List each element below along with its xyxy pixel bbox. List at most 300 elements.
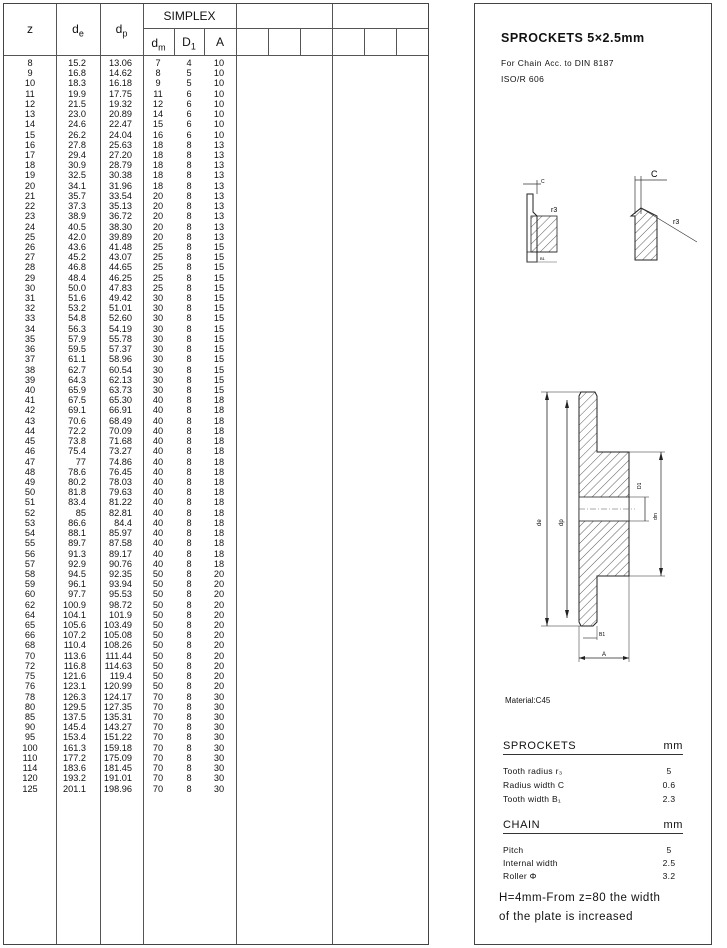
cell-dm: 16 bbox=[152, 129, 164, 140]
table-row bbox=[4, 487, 244, 497]
cell-dp: 71.68 bbox=[109, 436, 132, 447]
cell-dm: 50 bbox=[152, 568, 164, 579]
cell-dm: 70 bbox=[152, 752, 164, 763]
cell-de: 29.4 bbox=[68, 149, 86, 160]
chain-standard bbox=[501, 58, 614, 68]
cell-a: 20 bbox=[213, 599, 225, 610]
cell-dm: 18 bbox=[152, 170, 164, 181]
cell-dp: 31.96 bbox=[109, 180, 132, 191]
cell-dp: 82.81 bbox=[109, 507, 132, 518]
cell-de: 56.3 bbox=[68, 323, 86, 334]
spec-value: 2.3 bbox=[662, 794, 676, 804]
cell-de: 23.0 bbox=[68, 109, 86, 120]
cell-dm: 18 bbox=[152, 149, 164, 160]
cell-dm: 12 bbox=[152, 98, 164, 109]
table-row bbox=[4, 477, 244, 487]
cell-z: 90 bbox=[24, 722, 36, 733]
cell-dp: 55.78 bbox=[109, 333, 132, 344]
cell-z: 40 bbox=[24, 385, 36, 395]
cell-d1: 5 bbox=[186, 78, 192, 89]
cell-dp: 111.44 bbox=[105, 650, 132, 661]
cell-a: 18 bbox=[213, 446, 225, 457]
cell-de: 43.6 bbox=[68, 241, 86, 252]
cell-dm: 50 bbox=[152, 609, 164, 620]
cell-dp: 79.63 bbox=[109, 487, 132, 498]
tooth-profile-large bbox=[631, 169, 697, 260]
cell-de: 177.2 bbox=[63, 752, 86, 763]
cell-d1: 6 bbox=[186, 88, 192, 99]
cell-z: 76 bbox=[24, 681, 36, 692]
cell-dm: 40 bbox=[152, 446, 164, 457]
table-row bbox=[4, 303, 244, 313]
table-row bbox=[4, 640, 244, 650]
cell-z: 13 bbox=[24, 109, 36, 120]
cell-z: 32 bbox=[24, 303, 36, 314]
cell-d1: 8 bbox=[186, 487, 192, 498]
cell-d1: 8 bbox=[186, 139, 192, 150]
cell-dm: 70 bbox=[152, 712, 164, 722]
cell-z: 78 bbox=[24, 691, 36, 702]
cell-de: 75.4 bbox=[68, 446, 86, 457]
cell-dm: 70 bbox=[152, 763, 164, 774]
cell-d1: 6 bbox=[186, 129, 192, 140]
cell-a: 13 bbox=[213, 201, 225, 212]
table-row bbox=[4, 600, 244, 610]
cell-z: 125 bbox=[22, 783, 38, 794]
cell-dm: 30 bbox=[152, 344, 164, 355]
cell-a: 18 bbox=[213, 456, 225, 467]
table-row bbox=[4, 712, 244, 722]
cell-a: 20 bbox=[213, 609, 225, 620]
cell-a: 15 bbox=[213, 272, 225, 283]
cell-de: 64.3 bbox=[68, 374, 86, 385]
cell-de: 32.5 bbox=[68, 170, 86, 181]
spec-label: Internal width bbox=[503, 858, 558, 868]
cell-de: 61.1 bbox=[68, 354, 86, 365]
cell-de: 80.2 bbox=[68, 476, 86, 487]
cell-z: 23 bbox=[24, 211, 36, 222]
cell-dm: 70 bbox=[152, 783, 164, 794]
cell-d1: 8 bbox=[186, 252, 192, 263]
cell-a: 10 bbox=[213, 88, 225, 99]
cell-dp: 108.26 bbox=[103, 640, 132, 651]
table-row bbox=[4, 130, 244, 140]
cell-de: 59.5 bbox=[68, 344, 86, 355]
cell-d1: 8 bbox=[186, 231, 192, 242]
cell-a: 18 bbox=[213, 425, 225, 436]
cell-de: 40.5 bbox=[68, 221, 86, 232]
cell-a: 15 bbox=[213, 323, 225, 334]
cell-a: 30 bbox=[213, 763, 225, 774]
cell-d1: 8 bbox=[186, 650, 192, 661]
cell-z: 9 bbox=[27, 68, 33, 79]
cell-de: 69.1 bbox=[68, 405, 86, 416]
cell-dm: 25 bbox=[152, 252, 164, 263]
table-row bbox=[4, 395, 244, 405]
cell-dm: 20 bbox=[152, 231, 164, 242]
cell-dp: 66.91 bbox=[109, 405, 132, 416]
cell-d1: 8 bbox=[186, 732, 192, 743]
cell-z: 37 bbox=[24, 354, 36, 365]
cell-a: 20 bbox=[213, 620, 225, 631]
cell-d1: 8 bbox=[186, 303, 192, 314]
cell-a: 30 bbox=[213, 742, 225, 753]
table-row bbox=[4, 579, 244, 589]
cell-d1: 8 bbox=[186, 538, 192, 549]
cell-z: 85 bbox=[24, 712, 36, 722]
cell-de: 81.8 bbox=[68, 487, 86, 498]
cell-z: 68 bbox=[24, 640, 36, 651]
cell-a: 10 bbox=[213, 58, 225, 68]
cell-dp: 58.96 bbox=[109, 354, 132, 365]
table-row bbox=[4, 661, 244, 671]
cell-dp: 73.27 bbox=[109, 446, 132, 457]
cell-a: 30 bbox=[213, 712, 225, 722]
header-dp: $d_p$ bbox=[115, 22, 128, 39]
cell-dm: 30 bbox=[152, 313, 164, 324]
cell-d1: 6 bbox=[186, 109, 192, 120]
header-z: z bbox=[27, 22, 33, 36]
cell-d1: 8 bbox=[186, 752, 192, 763]
cell-a: 13 bbox=[213, 231, 225, 242]
cell-dm: 30 bbox=[152, 354, 164, 365]
cell-dp: 70.09 bbox=[109, 425, 132, 436]
cell-z: 75 bbox=[24, 671, 36, 682]
cell-dm: 30 bbox=[152, 364, 164, 375]
cell-z: 15 bbox=[24, 129, 36, 140]
cell-d1: 8 bbox=[186, 354, 192, 365]
cell-a: 20 bbox=[213, 640, 225, 651]
cell-d1: 8 bbox=[186, 170, 192, 181]
cell-a: 15 bbox=[213, 333, 225, 344]
header-d1: $D_1$ bbox=[182, 35, 196, 52]
cell-dp: 181.45 bbox=[103, 763, 132, 774]
table-row bbox=[4, 457, 244, 467]
table-row bbox=[4, 252, 244, 262]
table-row bbox=[4, 191, 244, 201]
cell-dm: 30 bbox=[152, 293, 164, 304]
table-row bbox=[4, 293, 244, 303]
cell-d1: 8 bbox=[186, 466, 192, 477]
cell-a: 13 bbox=[213, 149, 225, 160]
iso-label: ISO/R 606 bbox=[501, 74, 545, 84]
cell-z: 59 bbox=[24, 579, 36, 590]
cell-z: 10 bbox=[24, 78, 36, 89]
cell-z: 50 bbox=[24, 487, 36, 498]
cell-d1: 8 bbox=[186, 395, 192, 406]
cell-a: 18 bbox=[213, 405, 225, 416]
cell-dp: 120.99 bbox=[103, 681, 132, 692]
table-row bbox=[4, 344, 244, 354]
cell-dm: 40 bbox=[152, 497, 164, 508]
cell-de: 26.2 bbox=[68, 129, 86, 140]
cell-dm: 15 bbox=[152, 119, 164, 130]
cell-de: 86.6 bbox=[68, 517, 86, 528]
cell-d1: 8 bbox=[186, 364, 192, 375]
cell-dp: 151.22 bbox=[103, 732, 132, 743]
cell-z: 31 bbox=[24, 293, 36, 304]
cell-dp: 175.09 bbox=[103, 752, 132, 763]
spec-row bbox=[503, 779, 681, 792]
cell-d1: 8 bbox=[186, 344, 192, 355]
table-row bbox=[4, 170, 244, 180]
cell-d1: 8 bbox=[186, 241, 192, 252]
note-line-2: of the plate is increased bbox=[499, 911, 633, 923]
cell-a: 18 bbox=[213, 497, 225, 508]
table-row bbox=[4, 518, 244, 528]
cell-de: 100.9 bbox=[63, 599, 86, 610]
cell-a: 20 bbox=[213, 660, 225, 671]
col-divider bbox=[332, 4, 333, 944]
cell-a: 15 bbox=[213, 364, 225, 375]
cell-de: 21.5 bbox=[68, 98, 86, 109]
cell-z: 16 bbox=[24, 139, 36, 150]
table-row bbox=[4, 538, 244, 548]
cell-dp: 65.30 bbox=[109, 395, 132, 406]
cell-a: 18 bbox=[213, 507, 225, 518]
cell-dm: 70 bbox=[152, 722, 164, 733]
cell-dm: 18 bbox=[152, 180, 164, 191]
cell-z: 46 bbox=[24, 446, 36, 457]
cell-dm: 18 bbox=[152, 139, 164, 150]
cell-de: 27.8 bbox=[68, 139, 86, 150]
cell-dp: 25.63 bbox=[109, 139, 132, 150]
cell-a: 13 bbox=[213, 211, 225, 222]
cell-z: 60 bbox=[24, 589, 36, 600]
cell-d1: 8 bbox=[186, 405, 192, 416]
dimension-table bbox=[3, 3, 429, 945]
spec-row bbox=[503, 870, 681, 883]
cell-dp: 36.72 bbox=[109, 211, 132, 222]
table-row bbox=[4, 467, 244, 477]
cell-a: 15 bbox=[213, 385, 225, 395]
cell-d1: 8 bbox=[186, 660, 192, 671]
cell-dm: 70 bbox=[152, 691, 164, 702]
cell-d1: 8 bbox=[186, 691, 192, 702]
table-row bbox=[4, 692, 244, 702]
cell-z: 30 bbox=[24, 282, 36, 293]
cell-a: 20 bbox=[213, 568, 225, 579]
cell-dm: 40 bbox=[152, 538, 164, 549]
cell-dm: 8 bbox=[155, 68, 161, 79]
cell-de: 113.6 bbox=[63, 650, 86, 661]
cell-z: 38 bbox=[24, 364, 36, 375]
cell-a: 10 bbox=[213, 119, 225, 130]
cell-z: 49 bbox=[24, 476, 36, 487]
cell-de: 121.6 bbox=[63, 671, 86, 682]
header-dm: $d_m$ bbox=[151, 36, 166, 53]
cell-dm: 40 bbox=[152, 405, 164, 416]
cell-d1: 8 bbox=[186, 201, 192, 212]
spec-row bbox=[503, 857, 681, 870]
table-row bbox=[4, 109, 244, 119]
cell-dm: 20 bbox=[152, 190, 164, 201]
cell-a: 15 bbox=[213, 344, 225, 355]
cell-dm: 25 bbox=[152, 272, 164, 283]
label-b1: B1 bbox=[599, 632, 606, 638]
spec-value: 0.6 bbox=[662, 780, 676, 790]
cell-de: 94.5 bbox=[68, 568, 86, 579]
cell-dm: 50 bbox=[152, 620, 164, 631]
cell-z: 120 bbox=[22, 773, 38, 784]
cell-de: 161.3 bbox=[63, 742, 86, 753]
table-row bbox=[4, 753, 244, 763]
cell-de: 96.1 bbox=[68, 579, 86, 590]
cell-z: 8 bbox=[27, 58, 33, 68]
cell-z: 35 bbox=[24, 333, 36, 344]
sprockets-heading bbox=[503, 740, 683, 755]
table-row bbox=[4, 140, 244, 150]
cell-d1: 8 bbox=[186, 671, 192, 682]
cell-a: 20 bbox=[213, 589, 225, 600]
cell-d1: 8 bbox=[186, 620, 192, 631]
cell-a: 30 bbox=[213, 691, 225, 702]
cell-dp: 22.47 bbox=[109, 119, 132, 130]
header-simplex: SIMPLEX bbox=[163, 9, 216, 23]
cell-d1: 8 bbox=[186, 180, 192, 191]
cell-z: 26 bbox=[24, 241, 36, 252]
table-row bbox=[4, 58, 244, 68]
cell-a: 18 bbox=[213, 436, 225, 447]
cell-d1: 8 bbox=[186, 333, 192, 344]
cell-dm: 70 bbox=[152, 701, 164, 712]
table-row bbox=[4, 242, 244, 252]
table-row bbox=[4, 651, 244, 661]
cell-de: 38.9 bbox=[68, 211, 86, 222]
cell-de: 137.5 bbox=[63, 712, 86, 722]
cell-de: 35.7 bbox=[68, 190, 86, 201]
cell-d1: 8 bbox=[186, 630, 192, 641]
cell-dp: 60.54 bbox=[109, 364, 132, 375]
cell-z: 27 bbox=[24, 252, 36, 263]
cell-a: 13 bbox=[213, 139, 225, 150]
cell-d1: 8 bbox=[186, 282, 192, 293]
cell-dm: 25 bbox=[152, 241, 164, 252]
spec-row bbox=[503, 844, 681, 857]
cell-a: 15 bbox=[213, 293, 225, 304]
chain-unit: mm bbox=[663, 819, 683, 831]
cell-z: 25 bbox=[24, 231, 36, 242]
table-row bbox=[4, 385, 244, 395]
cell-a: 15 bbox=[213, 303, 225, 314]
cell-dp: 49.42 bbox=[109, 293, 132, 304]
cell-z: 57 bbox=[24, 558, 36, 569]
cell-d1: 8 bbox=[186, 476, 192, 487]
cell-d1: 6 bbox=[186, 119, 192, 130]
cell-de: 91.3 bbox=[68, 548, 86, 559]
cell-dp: 35.13 bbox=[109, 201, 132, 212]
cell-z: 66 bbox=[24, 630, 36, 641]
cell-dp: 54.19 bbox=[109, 323, 132, 334]
cell-dp: 76.45 bbox=[109, 466, 132, 477]
sprocket-section bbox=[537, 392, 665, 662]
cell-de: 51.6 bbox=[68, 293, 86, 304]
cell-de: 89.7 bbox=[68, 538, 86, 549]
cell-dm: 40 bbox=[152, 507, 164, 518]
cell-z: 55 bbox=[24, 538, 36, 549]
cell-dp: 16.18 bbox=[109, 78, 132, 89]
cell-d1: 8 bbox=[186, 323, 192, 334]
cell-dp: 87.58 bbox=[109, 538, 132, 549]
spec-value: 5 bbox=[666, 766, 672, 776]
cell-a: 15 bbox=[213, 313, 225, 324]
table-row bbox=[4, 375, 244, 385]
sprockets-unit: mm bbox=[663, 740, 683, 752]
cell-z: 80 bbox=[24, 701, 36, 712]
spec-panel bbox=[474, 3, 712, 945]
cell-d1: 8 bbox=[186, 579, 192, 590]
cell-dm: 40 bbox=[152, 517, 164, 528]
cell-dm: 40 bbox=[152, 528, 164, 539]
cell-z: 43 bbox=[24, 415, 36, 426]
cell-dp: 27.20 bbox=[109, 149, 132, 160]
cell-dp: 13.06 bbox=[109, 58, 132, 68]
cell-dp: 124.17 bbox=[103, 691, 132, 702]
din-label: DIN 8187 bbox=[574, 58, 614, 68]
cell-dp: 44.65 bbox=[109, 262, 132, 273]
table-row bbox=[4, 528, 244, 538]
cell-a: 20 bbox=[213, 671, 225, 682]
cell-a: 10 bbox=[213, 78, 225, 89]
table-row bbox=[4, 620, 244, 630]
cell-dp: 14.62 bbox=[109, 68, 132, 79]
table-row bbox=[4, 273, 244, 283]
spec-value: 2.5 bbox=[662, 858, 676, 868]
header-divider bbox=[396, 28, 397, 55]
cell-z: 18 bbox=[24, 160, 36, 171]
cell-de: 92.9 bbox=[68, 558, 86, 569]
cell-d1: 8 bbox=[186, 558, 192, 569]
cell-z: 22 bbox=[24, 201, 36, 212]
table-row bbox=[4, 508, 244, 518]
table-row bbox=[4, 681, 244, 691]
cell-dp: 28.79 bbox=[109, 160, 132, 171]
sprocket-drawing bbox=[475, 164, 711, 684]
table-row bbox=[4, 426, 244, 436]
cell-z: 110 bbox=[22, 752, 38, 763]
cell-a: 15 bbox=[213, 374, 225, 385]
cell-a: 13 bbox=[213, 221, 225, 232]
cell-z: 29 bbox=[24, 272, 36, 283]
cell-a: 30 bbox=[213, 722, 225, 733]
cell-dm: 30 bbox=[152, 385, 164, 395]
cell-d1: 8 bbox=[186, 497, 192, 508]
spec-row bbox=[503, 765, 681, 778]
cell-z: 48 bbox=[24, 466, 36, 477]
cell-d1: 5 bbox=[186, 68, 192, 79]
table-body bbox=[4, 58, 244, 794]
cell-a: 20 bbox=[213, 681, 225, 692]
cell-z: 17 bbox=[24, 149, 36, 160]
cell-de: 72.2 bbox=[68, 425, 86, 436]
cell-d1: 8 bbox=[186, 456, 192, 467]
tooth-profile-small bbox=[523, 179, 557, 262]
cell-d1: 8 bbox=[186, 783, 192, 794]
spec-value: 3.2 bbox=[662, 871, 676, 881]
label-c-big: C bbox=[651, 169, 658, 179]
cell-dm: 9 bbox=[155, 78, 161, 89]
table-row bbox=[4, 416, 244, 426]
cell-a: 10 bbox=[213, 68, 225, 79]
spec-label: Tooth width B₁ bbox=[503, 794, 562, 804]
cell-dp: 19.32 bbox=[109, 98, 132, 109]
table-row bbox=[4, 354, 244, 364]
cell-a: 15 bbox=[213, 282, 225, 293]
cell-a: 18 bbox=[213, 528, 225, 539]
cell-de: 129.5 bbox=[63, 701, 86, 712]
cell-dp: 89.17 bbox=[109, 548, 132, 559]
cell-z: 28 bbox=[24, 262, 36, 273]
